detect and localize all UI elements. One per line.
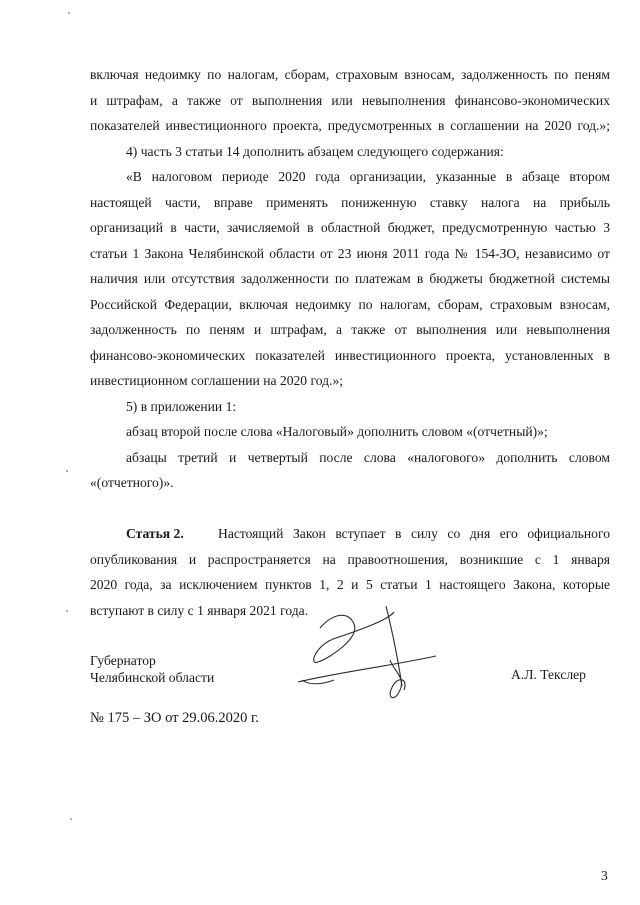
- article2-line: опубликования и распространяется на правоотношения, возникшие с 1 января: [90, 552, 610, 567]
- article2-heading: Статья 2.: [126, 526, 184, 541]
- page-number: 3: [601, 868, 608, 883]
- paragraph-line: наличия или отсутствия задолженности по платежам в бюджеты бюджетной системы: [90, 271, 610, 286]
- scan-speck: [68, 12, 70, 14]
- paragraph-line: абзацы третий и четвертый после слова «налогового» дополнить словом: [126, 450, 610, 465]
- scan-speck: [66, 470, 68, 472]
- paragraph-line: Российской Федерации, включая недоимку по налогам, сборам, страховым взносам,: [90, 297, 610, 312]
- governor-title-line1: Губернатор: [90, 653, 156, 668]
- paragraph-line: показателей инвестиционного проекта, предусмотренных в соглашении на 2020 год.»;: [90, 118, 610, 133]
- paragraph-line: задолженность по пеням и штрафам, а также от выполнения или невыполнения: [90, 322, 610, 337]
- scan-speck: [66, 610, 68, 612]
- paragraph-line: «В налоговом периоде 2020 года организации, указанные в абзаце втором: [126, 169, 610, 184]
- paragraph-line: абзац второй после слова «Налоговый» дополнить словом «(отчетный)»;: [126, 424, 548, 439]
- paragraph-line: финансово-экономических показателей инвестиционного проекта, установленных в: [90, 348, 610, 363]
- paragraph-line: 5) в приложении 1:: [126, 399, 237, 414]
- handwritten-signature: [290, 600, 440, 710]
- paragraph-line: организаций в части, зачисляемой в областной бюджет, предусмотренную частью 3: [90, 220, 610, 235]
- paragraph-line: включая недоимку по налогам, сборам, страховым взносам, задолженность по пеням: [90, 67, 610, 82]
- law-number: № 175 – ЗО от 29.06.2020 г.: [90, 710, 259, 726]
- article2-line: 2020 года, за исключением пунктов 1, 2 и 5 статьи 1 настоящего Закона, которые: [90, 577, 610, 592]
- scan-speck: [70, 818, 72, 820]
- signer-name: А.Л. Текслер: [511, 667, 586, 682]
- paragraph-line: настоящей части, вправе применять пониженную ставку налога на прибыль: [90, 195, 610, 210]
- governor-title-line2: Челябинской области: [90, 670, 215, 685]
- article2-first-line: [126, 525, 610, 542]
- article2-line: Настоящий Закон вступает в силу со дня его официального: [218, 526, 610, 541]
- paragraph-line: 4) часть 3 статьи 14 дополнить абзацем следующего содержания:: [126, 144, 504, 159]
- article2-line: вступают в силу с 1 января 2021 года.: [90, 603, 309, 618]
- paragraph-line: статьи 1 Закона Челябинской области от 23 июня 2011 года № 154-ЗО, независимо от: [90, 246, 610, 261]
- paragraph-line: «(отчетного)».: [90, 475, 174, 490]
- paragraph-line: инвестиционном соглашении на 2020 год.»;: [90, 373, 344, 388]
- paragraph-line: и штрафам, а также от выполнения или невыполнения финансово-экономических: [90, 93, 610, 108]
